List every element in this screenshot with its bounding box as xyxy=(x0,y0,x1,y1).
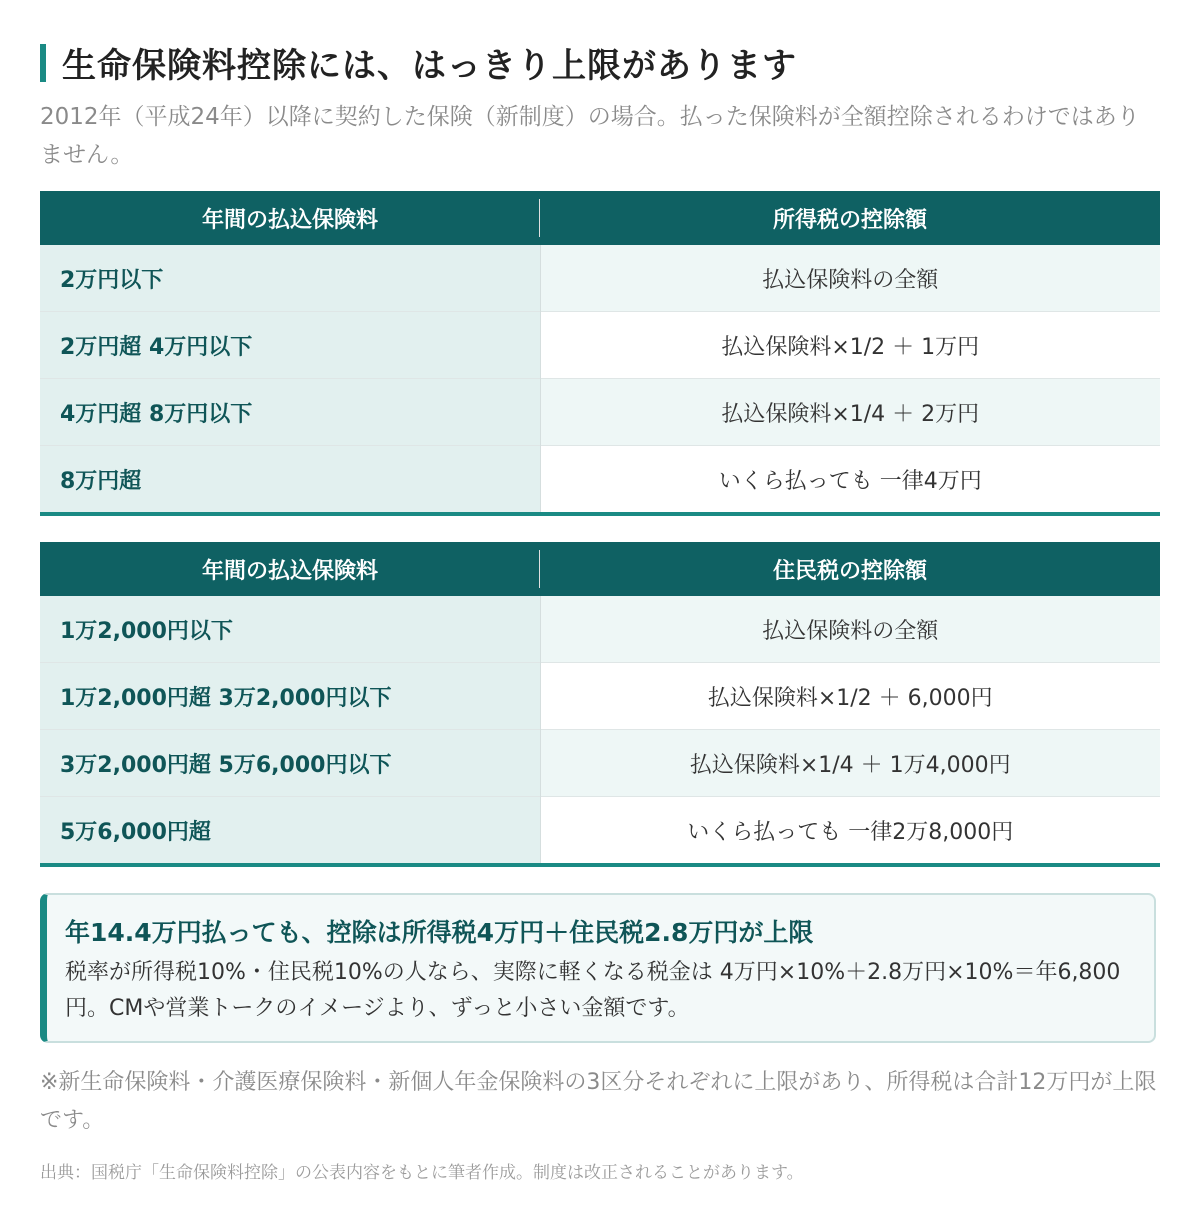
table-row xyxy=(40,379,1160,446)
table-row xyxy=(40,663,1160,730)
table-row xyxy=(40,596,1160,663)
income-tax-table xyxy=(40,191,1160,516)
header-premium: 年間の払込保険料 xyxy=(40,191,540,245)
table-row xyxy=(40,245,1160,312)
premium-cell: 1万2,000円超 3万2,000円以下 xyxy=(40,663,540,730)
table-row xyxy=(40,312,1160,379)
subtitle: 2012年（平成24年）以降に契約した保険（新制度）の場合。払った保険料が全額控除されるわけではありません。 xyxy=(40,104,1140,168)
premium-cell: 3万2,000円超 5万6,000円以下 xyxy=(40,730,540,797)
source-note: 出典：国税庁「生命保険料控除」の公表内容をもとに筆者作成。制度は改正されることがあります。 xyxy=(40,1163,804,1183)
header-deduction: 所得税の控除額 xyxy=(540,191,1160,245)
table-row xyxy=(40,797,1160,866)
deduction-cell: 払込保険料×1/4 ＋ 1万4,000円 xyxy=(540,730,1160,797)
table-header-row xyxy=(40,191,1160,245)
callout-body: 税率が所得税10%・住民税10%の人なら、実際に軽くなる税金は 4万円×10%＋2.8万円×10%＝年6,800円。CMや営業トークのイメージより、ずっと小さい金額です。 xyxy=(65,960,1121,1021)
deduction-cell: 払込保険料の全額 xyxy=(540,596,1160,663)
footnote: ※新生命保険料・介護医療保険料・新個人年金保険料の3区分それぞれに上限があり、所得税は合計12万円が上限です。 xyxy=(40,1070,1157,1133)
table-row xyxy=(40,446,1160,515)
deduction-cell: いくら払っても 一律4万円 xyxy=(540,446,1160,515)
deduction-cell: 払込保険料×1/4 ＋ 2万円 xyxy=(540,379,1160,446)
table-row xyxy=(40,730,1160,797)
deduction-cell: 払込保険料×1/2 ＋ 1万円 xyxy=(540,312,1160,379)
callout-heading: 年14.4万円払っても、控除は所得税4万円＋住民税2.8万円が上限 xyxy=(65,918,814,947)
premium-cell: 2万円以下 xyxy=(40,245,540,312)
deduction-cell: いくら払っても 一律2万8,000円 xyxy=(540,797,1160,866)
title-text: 生命保険料控除には、はっきり上限があります xyxy=(62,46,797,86)
deduction-cell: 払込保険料×1/2 ＋ 6,000円 xyxy=(540,663,1160,730)
premium-cell: 1万2,000円以下 xyxy=(40,596,540,663)
header-deduction: 住民税の控除額 xyxy=(540,542,1160,596)
premium-cell: 4万円超 8万円以下 xyxy=(40,379,540,446)
premium-cell: 8万円超 xyxy=(40,446,540,515)
header-premium: 年間の払込保険料 xyxy=(40,542,540,596)
summary-callout xyxy=(40,893,1156,1043)
premium-cell: 2万円超 4万円以下 xyxy=(40,312,540,379)
premium-cell: 5万6,000円超 xyxy=(40,797,540,866)
resident-tax-table xyxy=(40,542,1160,867)
deduction-cell: 払込保険料の全額 xyxy=(540,245,1160,312)
title-accent-bar xyxy=(40,44,46,82)
page-title xyxy=(40,38,797,87)
table-header-row xyxy=(40,542,1160,596)
